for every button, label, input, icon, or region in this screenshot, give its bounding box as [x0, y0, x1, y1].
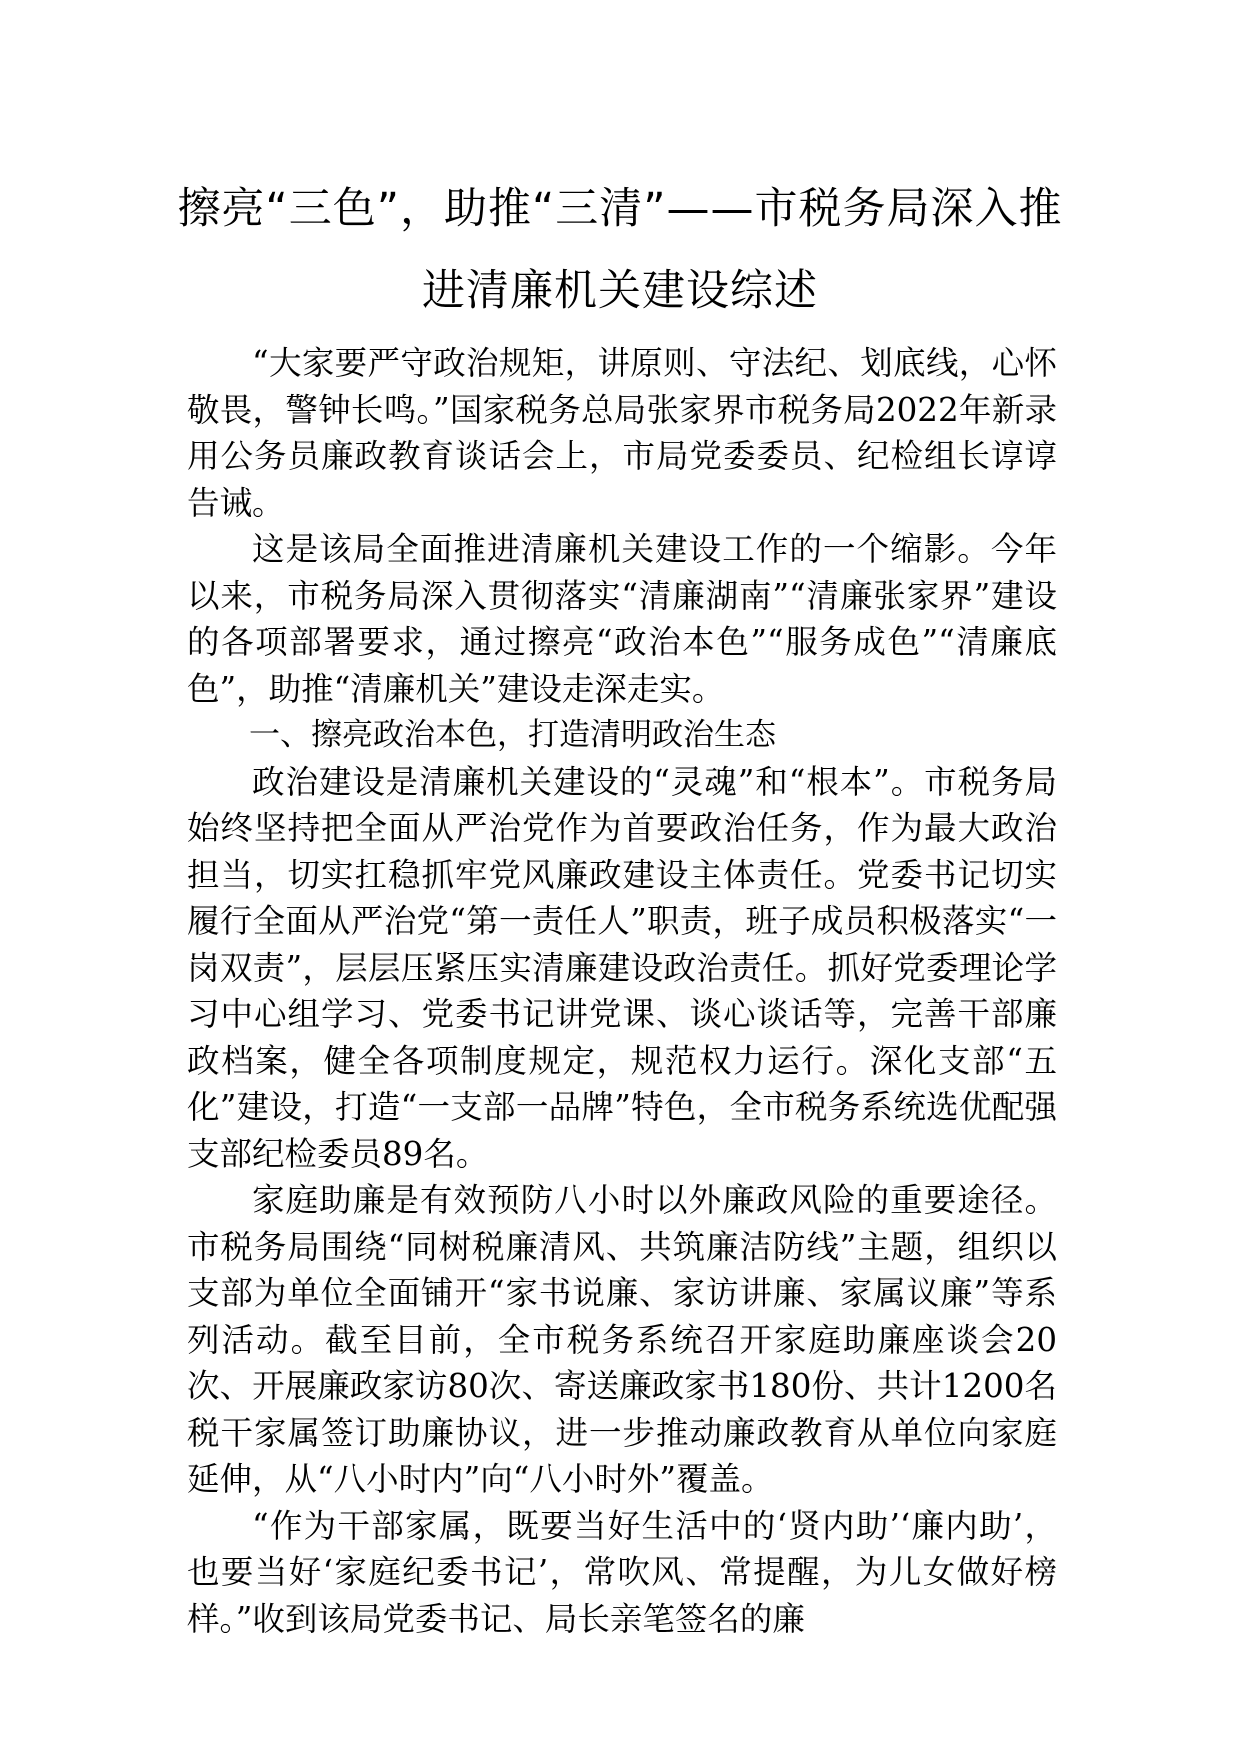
- paragraph: 家庭助廉是有效预防八小时以外廉政风险的重要途径。市税务局围绕“同树税廉清风、共筑廉洁防线”主题，组织以支部为单位全面铺开“家书说廉、家访讲廉、家属议廉”等系列活动。截至目前，全市税务系统召开家庭助廉座谈会20次、开展廉政家访80次、寄送廉政家书180份、共计1200名税干家属签订助廉协议，进一步推动廉政教育从单位向家庭延伸，从“八小时内”向“八小时外”覆盖。: [187, 1181, 1057, 1498]
- document-title: 擦亮“三色”，助推“三清”——市税务局深入推进清廉机关建设综述: [177, 184, 1063, 316]
- paragraph: “作为干部家属，既要当好生活中的‘贤内助’‘廉内助’，也要当好‘家庭纪委书记’，常吹风、常提醒，为儿女做好榜样。”收到该局党委书记、局长亲笔签名的廉: [187, 1506, 1057, 1638]
- document-body: [187, 340, 1057, 1642]
- paragraph: 这是该局全面推进清廉机关建设工作的一个缩影。今年以来，市税务局深入贯彻落实“清廉湖南”“清廉张家界”建设的各项部署要求，通过擦亮“政治本色”“服务成色”“清廉底色”，助推“清廉机关”建设走深走实。: [187, 530, 1057, 708]
- paragraph: 政治建设是清廉机关建设的“灵魂”和“根本”。市税务局始终坚持把全面从严治党作为首要政治任务，作为最大政治担当，切实扛稳抓牢党风廉政建设主体责任。党委书记切实履行全面从严治党“第一责任人”职责，班子成员积极落实“一岗双责”，层层压紧压实清廉建设政治责任。抓好党委理论学习中心组学习、党委书记讲党课、谈心谈话等，完善干部廉政档案，健全各项制度规定，规范权力运行。深化支部“五化”建设，打造“一支部一品牌”特色，全市税务系统选优配强支部纪检委员89名。: [187, 762, 1057, 1173]
- paragraph: “大家要严守政治规矩，讲原则、守法纪、划底线，心怀敬畏，警钟长鸣。”国家税务总局张家界市税务局2022年新录用公务员廉政教育谈话会上，市局党委委员、纪检组长谆谆告诫。: [187, 344, 1057, 522]
- section-heading: 一、擦亮政治本色，打造清明政治生态: [249, 717, 776, 753]
